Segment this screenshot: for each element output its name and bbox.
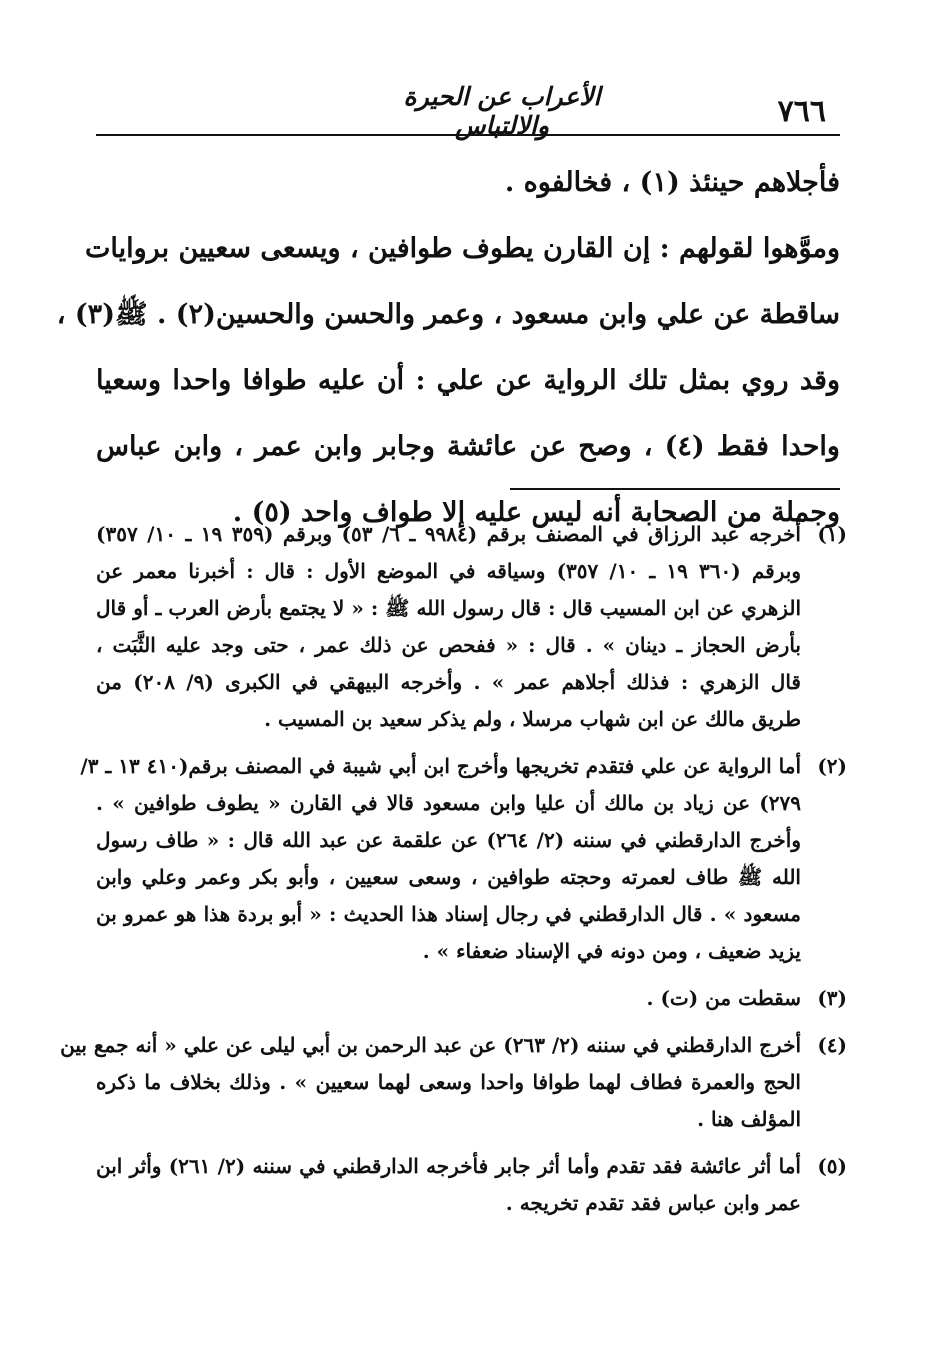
running-title: الأعراب عن الحيرة والالتباس <box>403 82 601 140</box>
footnote-line: الزهري عن ابن المسيب قال : قال رسول الله ﷺ : « لا يجتمع بأرض العرب ـ أو قال <box>96 596 801 620</box>
footnote-line: أخرجه عبد الرزاق في المصنف برقم (٩٩٨٤ ـ ٦/ ٥٣) وبرقم (٣٥٩ ١٩ ـ ١٠/ ٣٥٧) <box>96 522 801 546</box>
footnotes <box>60 516 847 1232</box>
footnote-line: ٢٧٩) عن زياد بن مالك أن عليا وابن مسعود قالا في القارن « يطوف طوافين » . <box>96 791 801 815</box>
footnote-line: بأرض الحجاز ـ دينان » . قال : « ففحص عن ذلك عمر ، حتى وجد عليه الثَّبَت ، <box>96 633 801 657</box>
header-rule <box>96 134 840 136</box>
body-line: وموَّهوا لقولهم : إن القارن يطوف طوافين ، ويسعى سعيين بروايات <box>84 233 840 264</box>
footnote-3 <box>96 980 847 1017</box>
footnote-number: (٥) <box>817 1154 847 1178</box>
body-line: وجملة من الصحابة أنه ليس عليه إلا طواف واحد (٥) . <box>232 497 840 528</box>
footnote-line: قال الزهري : فذلك أجلاهم عمر » . وأخرجه البيهقي في الكبرى (٩/ ٢٠٨) من <box>96 670 801 694</box>
main-text <box>56 150 840 546</box>
footnote-1 <box>96 516 847 738</box>
footnote-separator <box>510 488 840 490</box>
footnote-line: عمر وابن عباس فقد تقدم تخريجه . <box>505 1191 801 1215</box>
page-header <box>96 78 840 140</box>
body-line: وقد روي بمثل تلك الرواية عن علي : أن عليه طوافا واحدا وسعيا <box>96 365 840 396</box>
footnote-line: مسعود » . قال الدارقطني في رجال إسناد هذا الحديث : « أبو بردة هذا هو عمرو بن <box>96 902 801 926</box>
footnote-number: (٣) <box>817 986 847 1010</box>
footnote-line: وبرقم (٣٦٠ ١٩ ـ ١٠/ ٣٥٧) وسياقه في الموضع الأول : قال : أخبرنا معمر عن <box>96 559 801 583</box>
footnote-line: أما الرواية عن علي فتقدم تخريجها وأخرج ابن أبي شيبة في المصنف برقم(٤١٠ ١٣ ـ ٣/ <box>80 754 801 778</box>
footnote-line: المؤلف هنا . <box>697 1107 801 1131</box>
footnote-line: الله ﷺ طاف لعمرته وحجته طوافين ، وسعى سعيين ، وأبو بكر وعمر وعلي وابن <box>96 865 801 889</box>
footnote-line: يزيد ضعيف ، ومن دونه في الإسناد ضعفاء » . <box>422 939 801 963</box>
footnote-line: طريق مالك عن ابن شهاب مرسلا ، ولم يذكر سعيد بن المسيب . <box>264 707 801 731</box>
footnote-line: أما أثر عائشة فقد تقدم وأما أثر جابر فأخرجه الدارقطني في سننه (٢/ ٢٦١) وأثر ابن <box>96 1154 801 1178</box>
footnote-5 <box>96 1148 847 1222</box>
footnote-number: (١) <box>817 522 847 546</box>
footnote-number: (٤) <box>817 1033 847 1057</box>
body-line: واحدا فقط (٤) ، وصح عن عائشة وجابر وابن عمر ، وابن عباس <box>96 431 840 462</box>
footnote-2 <box>80 748 847 970</box>
footnote-line: سقطت من (ت) . <box>646 986 801 1010</box>
body-line: ساقطة عن علي وابن مسعود ، وعمر والحسن والحسين(٢) . ﷺ(٣) ، <box>56 299 840 330</box>
footnote-line: الحج والعمرة فطاف لهما طوافا واحدا وسعى لهما سعيين » . وذلك بخلاف ما ذكره <box>96 1070 801 1094</box>
footnote-number: (٢) <box>817 754 847 778</box>
body-line: فأجلاهم حينئذ (١) ، فخالفوه . <box>504 167 840 198</box>
footnote-line: وأخرج الدارقطني في سننه (٢/ ٢٦٤) عن علقمة عن عبد الله قال : « طاف رسول <box>96 828 801 852</box>
page-number: ٧٦٦ <box>777 94 826 129</box>
footnote-line: أخرج الدارقطني في سننه (٢/ ٢٦٣) عن عبد الرحمن بن أبي ليلى عن علي « أنه جمع بين <box>60 1033 801 1057</box>
footnote-4 <box>60 1027 847 1138</box>
